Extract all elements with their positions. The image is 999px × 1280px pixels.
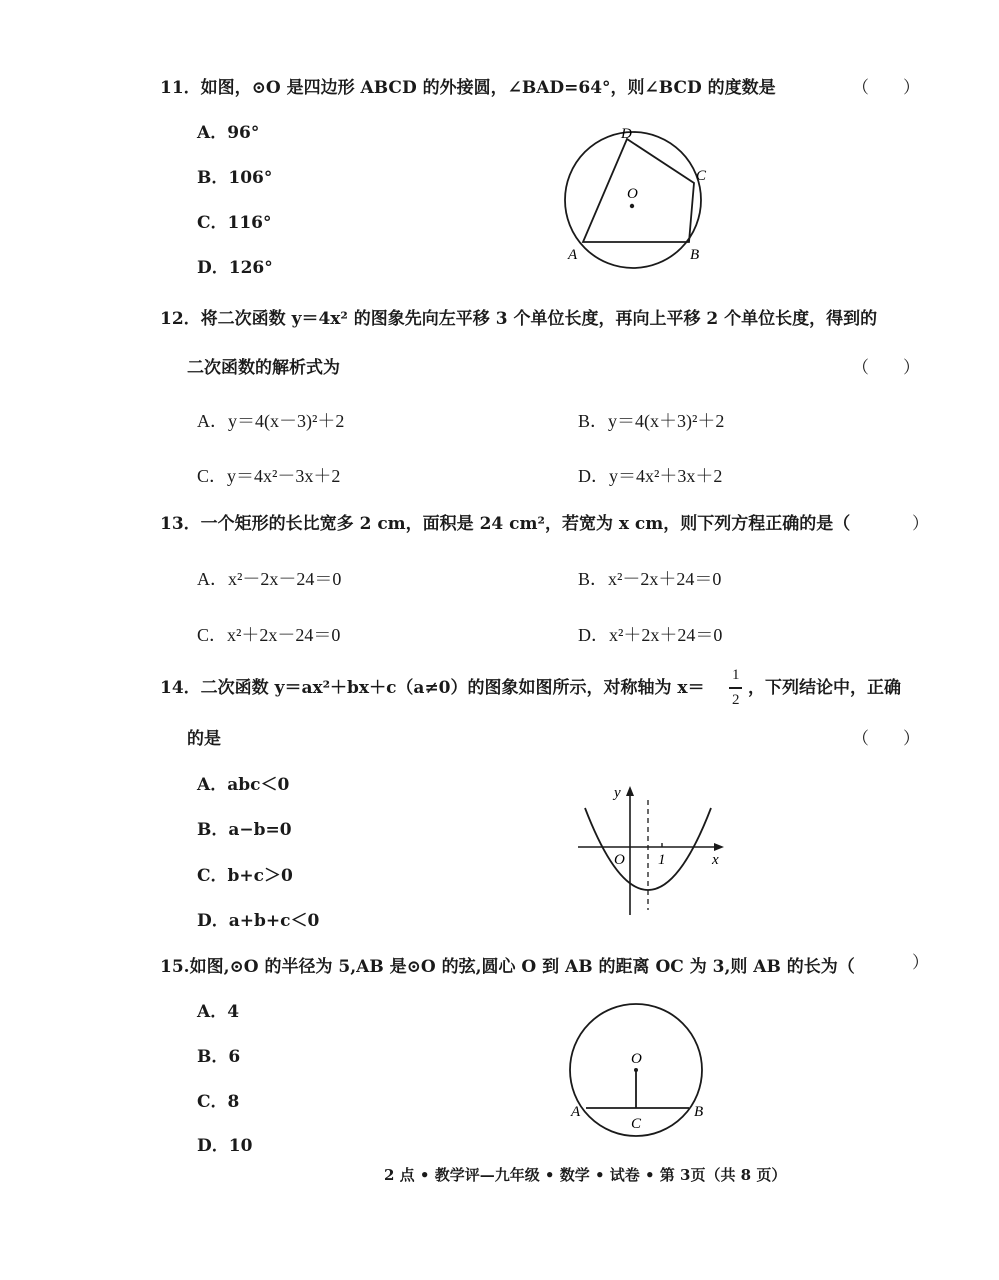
q11-label-c: C (696, 168, 707, 184)
q11-option-d: D．126° (197, 258, 273, 278)
q14-fraction-numerator: 1 (732, 667, 740, 683)
q15-stem: 15.如图,⊙O 的半径为 5,AB 是⊙O 的弦,圆心 O 到 AB 的距离 OC 为 3,则 AB 的长为（ (160, 957, 855, 977)
q11-label-b: B (690, 247, 700, 263)
q14-fraction-denominator: 2 (732, 692, 740, 708)
q14-option-a: A．abc＜0 (197, 775, 290, 795)
q14-option-b: B．a−b=0 (197, 820, 292, 840)
q14-option-c: C．b+c＞0 (197, 866, 293, 886)
q13-stem: 13．一个矩形的长比宽多 2 cm，面积是 24 cm²，若宽为 x cm，则下列方程正确的是（ (160, 514, 851, 534)
q14-answer-paren: （ ） (852, 729, 920, 749)
q11-stem: 11．如图，⊙O 是四边形 ABCD 的外接圆，∠BAD=64°，则∠BCD 的度数是 (160, 78, 776, 98)
q12-option-b: B．y＝4(x＋3)²＋2 (578, 411, 725, 431)
q11-label-d: D (621, 126, 632, 142)
q14-stem-line2: 的是 (187, 729, 221, 749)
q12-stem-line1: 12．将二次函数 y＝4x² 的图象先向左平移 3 个单位长度，再向上平移 2 个单位长度，得到的 (160, 309, 878, 329)
q13-option-b: B．x²－2x＋24＝0 (578, 569, 722, 589)
q13-option-c: C．x²＋2x－24＝0 (197, 625, 341, 645)
q15-option-b: B．6 (197, 1047, 241, 1067)
q14-option-d: D．a+b+c＜0 (197, 911, 320, 931)
q14-label-y: y (614, 785, 621, 801)
q12-answer-paren: （ ） (852, 358, 920, 378)
q14-label-x: x (712, 852, 719, 868)
q15-label-b: B (694, 1104, 704, 1120)
q11-option-b: B．106° (197, 168, 273, 188)
q15-center-dot (634, 1068, 638, 1072)
q15-paren-close: ） (912, 953, 929, 973)
q15-label-c: C (631, 1116, 642, 1132)
q12-stem-line2: 二次函数的解析式为 (187, 358, 340, 378)
q15-option-d: D．10 (197, 1136, 253, 1156)
q14-label-one: 1 (658, 852, 666, 868)
q15-option-c: C．8 (197, 1092, 240, 1112)
q14-stem-line1: 14．二次函数 y＝ax²＋bx＋c（a≠0）的图象如图所示，对称轴为 x＝ (160, 678, 705, 698)
q11-label-o: O (627, 186, 638, 202)
q12-option-c: C．y＝4x²－3x＋2 (197, 466, 341, 486)
page-footer: 2 点 • 教学评—九年级 • 数学 • 试卷 • 第 3页（共 8 页） (384, 1166, 787, 1184)
q15-label-a: A (571, 1104, 581, 1120)
q12-option-a: A．y＝4(x－3)²＋2 (197, 411, 345, 431)
q14-stem-line1-tail: ，下列结论中，正确 (748, 678, 901, 698)
q11-option-a: A．96° (197, 123, 260, 143)
q13-option-a: A．x²－2x－24＝0 (197, 569, 342, 589)
q13-option-d: D．x²＋2x＋24＝0 (578, 625, 723, 645)
q12-option-d: D．y＝4x²＋3x＋2 (578, 466, 723, 486)
q15-option-a: A．4 (197, 1002, 240, 1022)
q11-label-a: A (568, 247, 578, 263)
q11-answer-paren: （ ） (852, 78, 920, 98)
q14-label-origin: O (614, 852, 625, 868)
q15-label-o: O (631, 1051, 642, 1067)
q13-paren-close: ） (912, 514, 929, 534)
q11-option-c: C．116° (197, 213, 272, 233)
